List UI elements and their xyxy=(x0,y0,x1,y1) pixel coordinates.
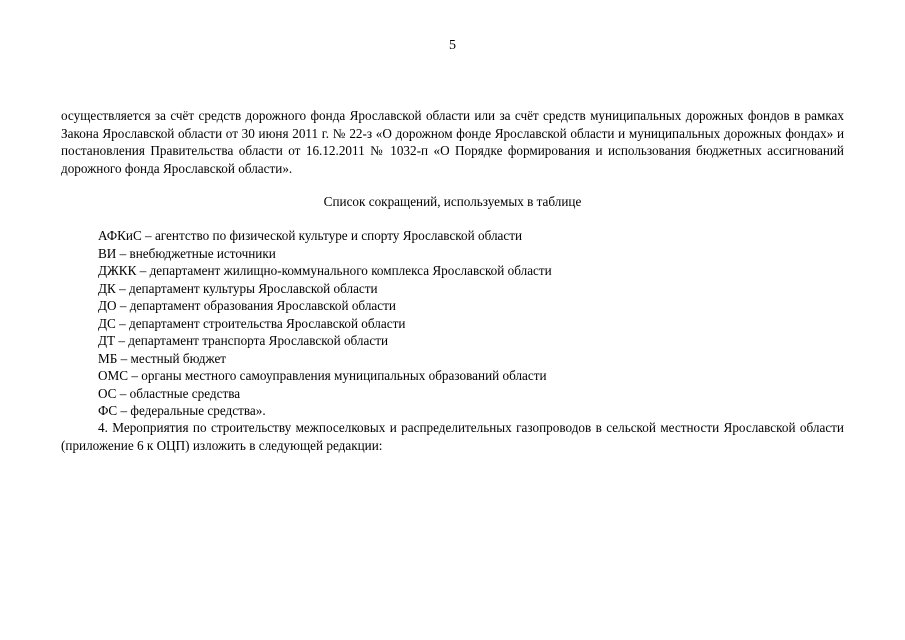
abbreviation-item: ДК – департамент культуры Ярославской области xyxy=(98,280,378,296)
abbreviations-title: Список сокращений, используемых в таблице xyxy=(323,194,582,209)
abbreviations-list xyxy=(98,227,552,420)
abbreviation-item: ОМС – органы местного самоуправления муниципальных образований области xyxy=(98,368,547,383)
abbreviation-item: ДС – департамент строительства Ярославской области xyxy=(98,315,406,331)
abbreviation-item: МБ – местный бюджет xyxy=(98,350,227,366)
abbreviation-item: ДО – департамент образования Ярославской области xyxy=(98,298,396,313)
abbreviation-item: ДЖКК – департамент жилищно-коммунального комплекса Ярославской области xyxy=(98,263,552,278)
page-number: 5 xyxy=(449,38,456,53)
abbreviation-item: ВИ – внебюджетные источники xyxy=(98,245,276,261)
abbreviation-item: АФКиС – агентство по физической культуре и спорту Ярославской области xyxy=(98,228,523,243)
abbreviation-item: ОС – областные средства xyxy=(98,385,241,401)
abbreviation-item: ДТ – департамент транспорта Ярославской области xyxy=(98,333,389,348)
abbreviation-item: ФС – федеральные средства». xyxy=(98,403,266,418)
intro-paragraph: осуществляется за счёт средств дорожного фонда Ярославской области или за счёт средств муниципальных дорожных фондов в рамках Закона Ярославской области от 30 июня 2011 г. № 22-з «О дорожном фонде Ярославской области и муниципальных дорожных фондах» и постановления Правительства области от 16.12.2011 № 1032-п «О Порядке формирования и использования бюджетных ассигнований дорожного фонда Ярославской области». xyxy=(61,108,844,176)
item4-paragraph: 4. Мероприятия по строительству межпоселковых и распределительных газопроводов в сельской местности Ярославской области (приложение 6 к ОЦП) изложить в следующей редакции: xyxy=(61,420,844,453)
